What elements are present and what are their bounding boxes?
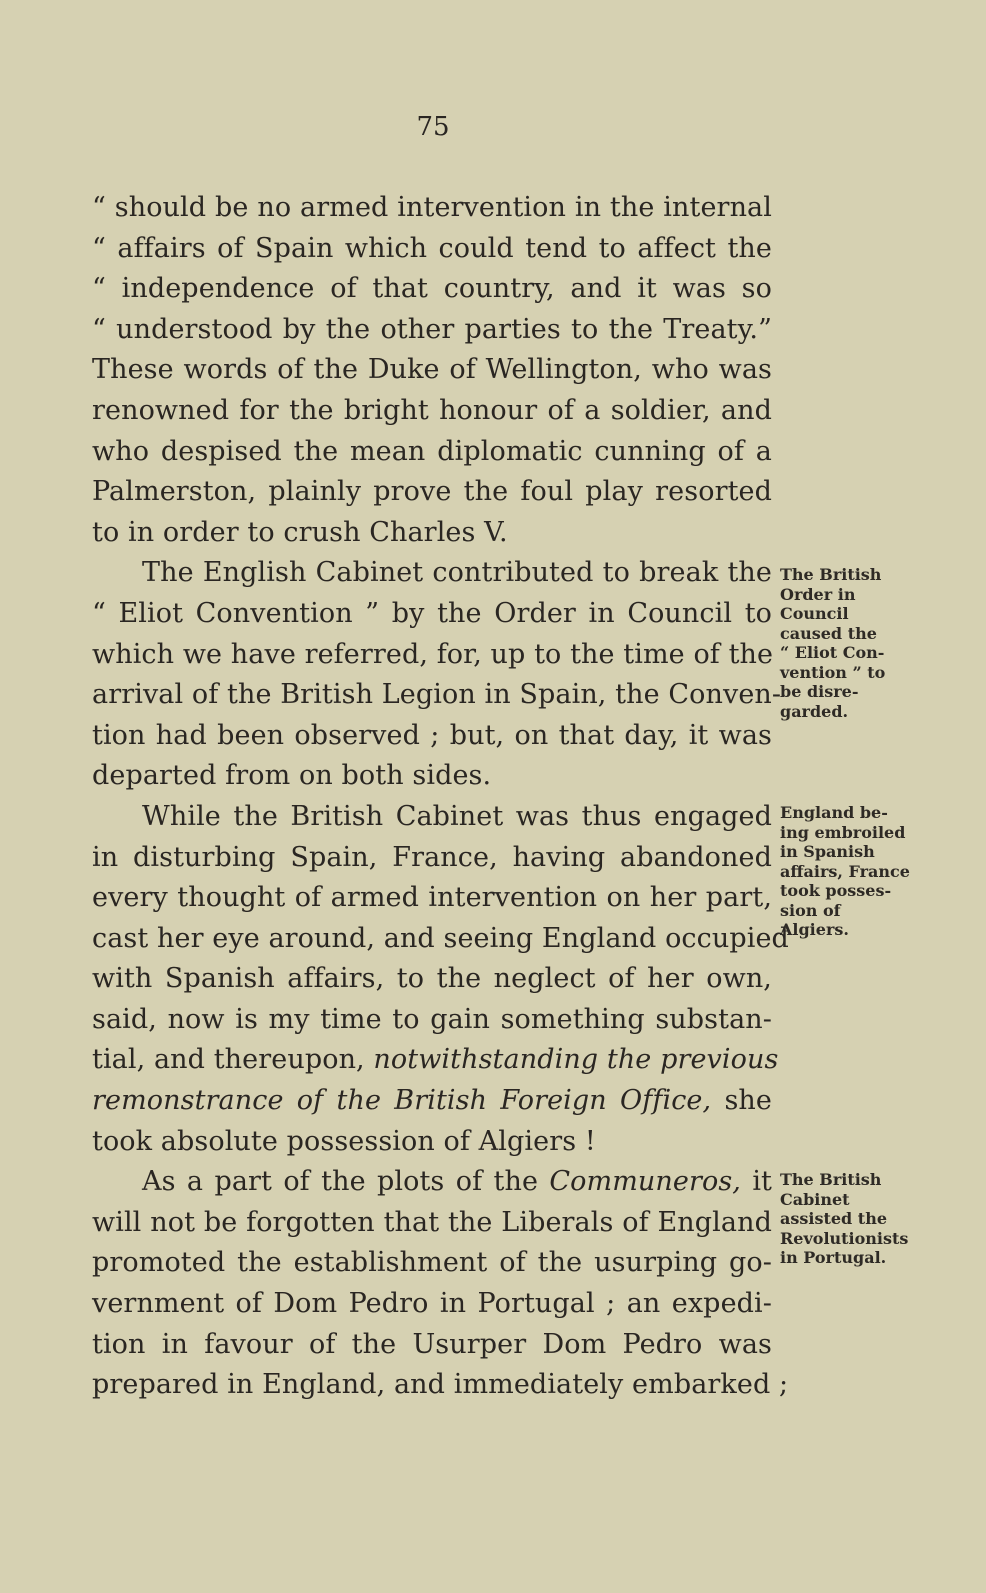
text-line [92,1284,772,1325]
text-line [92,1162,772,1203]
text-segment: will not be forgotten that the Liberals of England [92,1206,772,1238]
side-note-line: The British [780,565,882,584]
side-note-portugal [780,1170,930,1268]
side-note-line: assisted the [780,1209,887,1228]
text-line [92,1325,772,1366]
text-line [92,797,772,838]
text-line [92,1365,789,1406]
text-segment: “ understood by the other parties to the Treaty.” [92,313,772,345]
text-segment: who despised the mean diplomatic cunning of a [92,435,772,467]
text-line [92,635,772,676]
text-segment: she [711,1085,772,1117]
text-segment: tion in favour of the Usurper Dom Pedro was [92,1328,772,1360]
side-note-line: caused the [780,623,877,643]
side-note-line: garded. [780,701,849,721]
text-segment: These words of the Duke of Wellington, who was [92,354,772,386]
text-line [92,959,772,1000]
text-segment: vernment of Dom Pedro in Portugal ; an expedi- [92,1288,772,1320]
text-line [92,594,772,635]
side-note-line: “ Eliot Con- [780,643,885,662]
side-note-line: in Portugal. [780,1248,887,1267]
side-note-line: Algiers. [780,920,849,939]
text-segment: promoted the establishment of the usurping go- [92,1247,772,1279]
text-segment: with Spanish affairs, to the neglect of her own, [92,963,772,995]
page-number: 75 [416,112,450,142]
text-line [92,756,772,797]
text-segment: departed from on both sides. [92,760,492,792]
side-note-line: affairs, France [780,861,910,881]
text-line [92,432,772,473]
side-note-line: England be- [780,803,888,822]
text-segment: “ affairs of Spain which could tend to affect the [92,232,772,264]
text-segment: said, now is my time to gain something substan- [92,1003,772,1035]
text-segment: renowned for the bright honour of a soldier, and [92,394,772,426]
side-note-line: took posses- [780,881,892,900]
text-segment: While the British Cabinet was thus engaged [142,800,772,832]
text-segment: in disturbing Spain, France, having abandoned [92,841,772,873]
italic-text: remonstrance of the British Foreign Office, [92,1085,712,1117]
text-line [92,472,772,513]
text-line [92,553,772,594]
text-segment: arrival of the British Legion in Spain, the Conven- [92,679,782,711]
text-line [92,675,782,716]
text-segment: The English Cabinet contributed to break the [142,557,772,589]
text-line [92,188,772,229]
text-line [92,919,789,960]
text-segment: prepared in England, and immediately embarked ; [92,1369,789,1401]
text-line [92,310,772,351]
text-line [92,229,772,270]
text-line [92,716,772,757]
side-note-algiers [780,803,930,940]
side-note-order-in-council [780,565,930,721]
side-note-line: Order in [780,584,856,604]
text-segment: every thought of armed intervention on her part, [92,882,772,914]
italic-text: notwithstanding the previous [373,1044,779,1076]
text-line [92,350,772,391]
text-line [92,513,772,554]
text-segment: “ should be no armed intervention in the internal [92,192,772,223]
text-line [92,1040,779,1081]
text-line [92,1081,772,1122]
side-note-line: in Spanish [780,842,875,861]
italic-text: Communeros, [549,1166,741,1198]
text-line [92,1000,772,1041]
text-segment: which we have referred, for, up to the time of the [92,638,774,670]
text-line [92,1243,772,1284]
text-segment: cast her eye around, and seeing England occupied [92,922,789,954]
text-line [92,391,772,432]
text-line [92,269,772,310]
text-line [92,1203,772,1244]
text-segment: to in order to crush Charles V. [92,516,508,548]
text-segment: “ independence of that country, and it was so [92,273,772,305]
text-segment: “ Eliot Convention ” by the Order in Council to [92,597,772,629]
body-text [92,188,789,1406]
text-segment: tial, and thereupon, [92,1044,374,1076]
text-line [92,838,772,879]
side-note-line: sion of [780,900,841,920]
side-note-line: Revolutionists [780,1228,909,1248]
side-note-line: be disre- [780,682,859,701]
side-note-line: Council [780,604,849,623]
text-segment: it [740,1166,773,1198]
side-note-line: Cabinet [780,1189,850,1209]
side-note-line: vention ” to [780,662,886,682]
text-line [92,878,772,919]
text-segment: As a part of the plots of the [142,1166,550,1198]
side-note-line: ing embroiled [780,822,906,842]
text-segment: Palmerston, plainly prove the foul play resorted [92,476,772,508]
text-segment: took absolute possession of Algiers ! [92,1125,596,1157]
side-note-line: The British [780,1170,882,1189]
text-line [92,1122,772,1163]
text-segment: tion had been observed ; but, on that day, it was [92,719,772,751]
